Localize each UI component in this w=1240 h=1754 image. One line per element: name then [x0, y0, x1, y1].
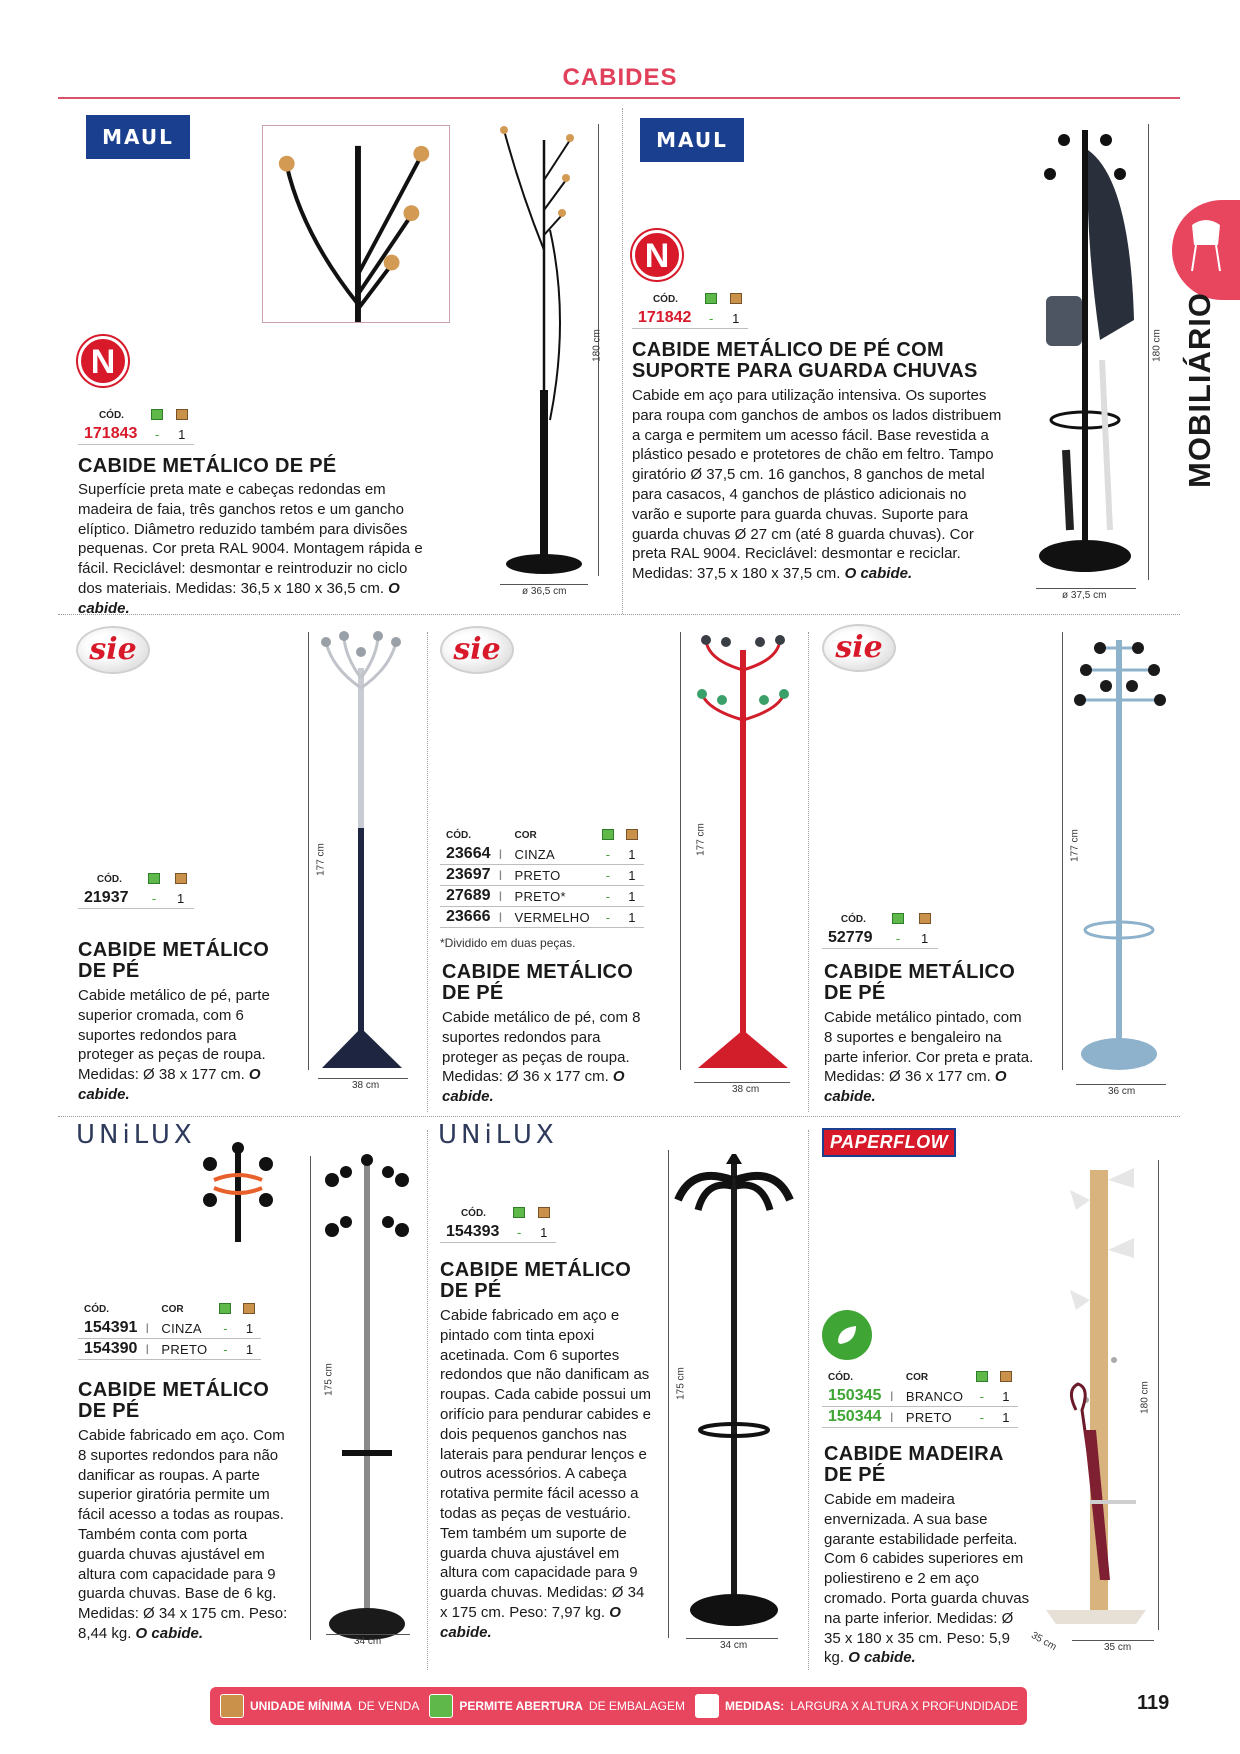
product-colour: PRETO [509, 865, 596, 886]
brand-logo-maul: MAUL [86, 115, 190, 159]
brand-logo-sie: sie [822, 624, 896, 672]
legend-bold: UNIDADE MÍNIMA [250, 1699, 352, 1713]
page-number: 119 [1137, 1692, 1170, 1714]
legend-text: DE EMBALAGEM [588, 1699, 685, 1713]
code-table [440, 1206, 556, 1243]
open-pack-icon [596, 828, 620, 844]
unit-qty: 1 [994, 1386, 1018, 1407]
legend-item-unit [220, 1694, 419, 1718]
coat-rack-detail-image [263, 126, 449, 322]
open-pack-icon [885, 912, 912, 928]
unit-qty: 1 [994, 1407, 1018, 1428]
product-title-line: DE PÉ [824, 1464, 886, 1486]
unit-box-icon [620, 828, 644, 844]
base-dimension: ø 36,5 cm [522, 586, 567, 597]
divider [808, 632, 809, 1112]
brand-logo-unilux: UNiLUX [76, 1120, 196, 1150]
description-text: Superfície preta mate e cabeças redondas em madeira de faia, três ganchos retos e um gancho elíptico. Diâmetro reduzido também para divisões pequenas. Cor preta RAL 9004. Montagem rápida e fácil. Reciclável: desmontar e reintroduzir no ciclo dos materiais. Medidas: 36,5 x 180 x 36,5 cm. [78, 481, 423, 597]
separator: I [888, 1386, 900, 1407]
description-text: Cabide metálico de pé, parte superior cromada, com 6 suportes redondos para proteger as peças de roupa. Medidas: Ø 38 x 177 cm. [78, 987, 270, 1084]
product-title-line: CABIDE METÁLICO [824, 961, 1016, 983]
unit-qty: 1 [620, 907, 644, 928]
table-row [78, 1318, 261, 1339]
product-title [78, 1380, 298, 1422]
coat-rack-image [312, 628, 412, 1076]
dimension-line [680, 632, 681, 1070]
open-pack-icon [699, 292, 724, 308]
section-label: MOBILIÁRIO [1182, 292, 1217, 488]
code-header: CÓD. [84, 1303, 109, 1315]
dimension-line [310, 1156, 311, 1640]
product-title-line: DE PÉ [442, 982, 504, 1004]
separator: I [143, 1318, 155, 1339]
product-title: CABIDE METÁLICO DE PÉ [78, 455, 337, 477]
base-depth-dimension: 35 cm [1029, 1629, 1059, 1654]
product-code: 171843 [78, 424, 145, 445]
open-qty: - [141, 888, 168, 909]
legend-item-open [429, 1694, 685, 1718]
separator: I [497, 886, 509, 907]
sale-unit: O cabide. [848, 1649, 916, 1667]
divider [808, 1130, 809, 1670]
open-pack-icon [970, 1370, 994, 1386]
table-row [632, 308, 748, 329]
sale-unit: O cabide. [78, 579, 400, 617]
product-code: 23666 [440, 907, 497, 928]
code-header: CÓD. [840, 913, 866, 925]
base-dimension: 36 cm [1108, 1086, 1136, 1097]
product-title [824, 962, 1044, 1004]
product-colour: CINZA [155, 1318, 213, 1339]
base-dimension: 38 cm [732, 1084, 760, 1095]
product-title-line: CABIDE METÁLICO [78, 1379, 270, 1401]
code-header: CÓD. [460, 1207, 486, 1219]
code-table [822, 1370, 1018, 1428]
code-header: CÓD. [98, 409, 124, 421]
product-code: 150344 [822, 1407, 888, 1428]
eco-leaf-icon [822, 1310, 872, 1360]
table-row [440, 865, 644, 886]
product-description [78, 986, 293, 1105]
height-dimension: 175 cm [323, 1363, 335, 1396]
product-title [440, 1260, 660, 1302]
code-header: CÓD. [96, 873, 122, 885]
brand-logo-maul: MAUL [640, 118, 744, 162]
dimension-line [318, 1078, 408, 1079]
colour-header: COR [905, 1371, 929, 1383]
code-header: CÓD. [652, 293, 678, 305]
new-badge: N [632, 230, 682, 280]
open-pack-icon [145, 408, 170, 424]
unit-qty: 1 [167, 888, 194, 909]
legend-text: LARGURA X ALTURA X PROFUNDIDADE [790, 1699, 1019, 1713]
product-title-line: DE PÉ [78, 960, 140, 982]
product-code: 154390 [78, 1339, 143, 1360]
code-table [632, 292, 748, 329]
divider [427, 632, 428, 1112]
product-description [442, 1008, 642, 1107]
dimension-line [1072, 1640, 1154, 1641]
product-description [440, 1306, 652, 1643]
open-pack-icon [507, 1206, 532, 1222]
product-title [824, 1444, 1044, 1486]
product-description [78, 480, 423, 619]
colour-header: COR [514, 829, 537, 841]
product-code: 23664 [440, 844, 497, 865]
chair-icon [1186, 215, 1226, 275]
dimension-line [326, 1634, 410, 1635]
table-row [822, 1407, 1018, 1428]
title-rule [58, 97, 1180, 99]
product-code: 171842 [632, 308, 699, 329]
product-code: 154393 [440, 1222, 507, 1243]
sale-unit: O cabide. [824, 1068, 1007, 1106]
coat-rack-image [1030, 120, 1140, 580]
height-dimension: 177 cm [1069, 829, 1081, 862]
product-title [78, 940, 298, 982]
legend-text: DE VENDA [358, 1699, 420, 1713]
table-row [440, 886, 644, 907]
table-row [822, 928, 938, 949]
open-qty: - [213, 1339, 237, 1360]
product-title-line: DE PÉ [440, 1280, 502, 1302]
unit-box-icon [911, 912, 938, 928]
product-title-line: DE PÉ [78, 1400, 140, 1422]
measure-icon [695, 1694, 719, 1718]
product-description [824, 1490, 1034, 1668]
legend-bold: PERMITE ABERTURA [459, 1699, 583, 1713]
table-row [440, 1222, 556, 1243]
table-row [440, 907, 644, 928]
unit-qty: 1 [723, 308, 748, 329]
base-dimension: 38 cm [352, 1080, 380, 1091]
code-header: CÓD. [828, 1371, 853, 1383]
unit-qty: 1 [237, 1318, 261, 1339]
description-text: Cabide em madeira envernizada. A sua base garante estabilidade perfeita. Com 6 cabides superiores em poliestireno e 2 em aço cromado. Porta guarda chuvas na parte inferior. Medidas: Ø 35 x 180 x 35 cm. Peso: 5,9 kg. [824, 1491, 1030, 1667]
dimension-line [500, 584, 588, 585]
box-icon [220, 1694, 244, 1718]
unit-box-icon [994, 1370, 1018, 1386]
code-table [440, 828, 644, 928]
product-code: 52779 [822, 928, 885, 949]
product-code: 150345 [822, 1386, 888, 1407]
open-qty: - [145, 424, 170, 445]
sale-unit: O cabide. [440, 1603, 621, 1641]
open-qty: - [596, 907, 620, 928]
dimension-line [308, 632, 309, 1070]
height-dimension: 175 cm [675, 1367, 687, 1400]
unit-qty: 1 [620, 886, 644, 907]
dimension-line [694, 1082, 790, 1083]
unit-qty: 1 [531, 1222, 556, 1243]
separator: I [497, 865, 509, 886]
product-code: 27689 [440, 886, 497, 907]
product-code: 154391 [78, 1318, 143, 1339]
description-text: Cabide metálico de pé, com 8 suportes redondos para proteger as peças de roupa. Medidas: Ø 36 x 177 cm. [442, 1009, 641, 1086]
coat-rack-image [672, 1140, 796, 1640]
product-title-line: CABIDE METÁLICO [78, 939, 270, 961]
unit-qty: 1 [620, 865, 644, 886]
unit-qty: 1 [620, 844, 644, 865]
legend-bold: MEDIDAS: [724, 1699, 785, 1713]
description-text: Cabide em aço para utilização intensiva. Os suportes para roupa com ganchos de ambos os lados distribuem a carga e permitem um acesso fácil. Base revestida a plástico pesado e protetores de chão em feltro. Tampo giratório Ø 37,5 cm. 16 ganchos, 8 ganchos de metal para casacos, 4 ganchos de plástico adicionais no varão e suporte para guarda chuvas. Suporte para guarda chuvas Ø 27 cm (até 8 guarda chuvas). Cor preta RAL 9004. Reciclável: desmontar e reciclar. Medidas: 37,5 x 180 x 37,5 cm. [632, 387, 1002, 583]
sale-unit: O cabide. [442, 1068, 625, 1106]
separator: I [497, 844, 509, 865]
unit-box-icon [237, 1302, 261, 1318]
height-dimension: 180 cm [1139, 1381, 1151, 1414]
product-title-line: DE PÉ [824, 982, 886, 1004]
open-box-icon [429, 1694, 453, 1718]
open-pack-icon [141, 872, 168, 888]
product-colour: PRETO [155, 1339, 213, 1360]
legend-bar [210, 1687, 1027, 1725]
product-colour: PRETO [900, 1407, 970, 1428]
new-badge: N [78, 336, 128, 386]
height-dimension: 177 cm [315, 843, 327, 876]
product-code: 21937 [78, 888, 141, 909]
coat-rack-image [490, 120, 580, 580]
leaf-icon [832, 1320, 862, 1350]
product-title [442, 962, 662, 1004]
sale-unit: O cabide. [135, 1624, 204, 1642]
product-description [78, 1426, 290, 1644]
separator: I [888, 1407, 900, 1428]
page-title: CABIDES [562, 64, 678, 91]
code-table [78, 1302, 261, 1360]
product-code: 23697 [440, 865, 497, 886]
base-width-dimension: 35 cm [1104, 1642, 1132, 1653]
description-text: Cabide metálico pintado, com 8 suportes e bengaleiro na parte inferior. Cor preta e prata. Medidas: Ø 36 x 177 cm. [824, 1009, 1034, 1086]
sale-unit: O cabide. [844, 565, 913, 583]
table-row [822, 1386, 1018, 1407]
open-qty: - [970, 1386, 994, 1407]
dimension-line [686, 1638, 778, 1639]
unit-box-icon [723, 292, 748, 308]
unit-qty: 1 [911, 928, 938, 949]
table-row [440, 844, 644, 865]
table-row [78, 424, 194, 445]
colour-header: COR [161, 1303, 184, 1315]
open-qty: - [699, 308, 724, 329]
product-description [824, 1008, 1034, 1107]
product-title-line: SUPORTE PARA GUARDA CHUVAS [632, 360, 978, 382]
code-table [78, 408, 194, 445]
dimension-line [1062, 632, 1063, 1070]
product-title-line: CABIDE METÁLICO [442, 961, 634, 983]
base-dimension: ø 37,5 cm [1062, 590, 1107, 601]
dimension-line [1158, 1160, 1159, 1630]
dimension-line [668, 1150, 669, 1638]
base-dimension: 34 cm [720, 1640, 748, 1651]
unit-qty: 1 [169, 424, 194, 445]
dimension-line [1148, 124, 1149, 580]
legend-item-measures [695, 1694, 1018, 1718]
brand-logo-unilux: UNiLUX [438, 1120, 558, 1150]
product-title-line: CABIDE MADEIRA [824, 1443, 1004, 1465]
code-table [822, 912, 938, 949]
brand-logo-paperflow: PAPERFLOW [822, 1128, 956, 1157]
table-row [78, 888, 194, 909]
product-photo-detail [262, 125, 450, 323]
unit-box-icon [169, 408, 194, 424]
product-colour: BRANCO [900, 1386, 970, 1407]
unit-qty: 1 [237, 1339, 261, 1360]
brand-logo-sie: sie [76, 626, 150, 674]
open-qty: - [507, 1222, 532, 1243]
code-header: CÓD. [446, 829, 471, 841]
product-colour: CINZA [509, 844, 596, 865]
product-title [632, 340, 992, 382]
divider [58, 1116, 1180, 1117]
footnote: *Dividido em duas peças. [440, 936, 576, 950]
rotating-head-icon [200, 1142, 276, 1246]
coat-rack-image [1070, 630, 1170, 1080]
code-table [78, 872, 194, 909]
height-dimension: 180 cm [1151, 329, 1163, 362]
coat-rack-image [1036, 1160, 1156, 1640]
brand-logo-sie: sie [440, 626, 514, 674]
product-title-line: CABIDE METÁLICO DE PÉ COM [632, 339, 944, 361]
open-qty: - [213, 1318, 237, 1339]
height-dimension: 180 cm [591, 329, 603, 362]
base-dimension: 34 cm [354, 1636, 382, 1647]
open-pack-icon [213, 1302, 237, 1318]
coat-rack-image [322, 1150, 412, 1644]
description-text: Cabide fabricado em aço e pintado com tinta epoxi acetinada. Com 6 suportes redondos que não danificam as roupas. Cada cabide possui um orifício para pendurar cabides e dois pequenos ganchos nas laterais para pendurar lenços e outros acessórios. A cabeça rotativa permite fácil acesso a todas as peças de vestuário. Tem também um suporte de guarda chuva ajustável em altura com capacidade para 9 guarda chuvas. Medidas: Ø 34 x 175 cm. Peso: 7,97 kg. [440, 1307, 651, 1621]
separator: I [497, 907, 509, 928]
dimension-line [1036, 588, 1136, 589]
open-qty: - [596, 844, 620, 865]
description-text: Cabide fabricado em aço. Com 8 suportes redondos para não danificar as roupas. A parte superior giratória permite um fácil acesso a todas as roupas. Também conta com porta guarda chuvas ajustável em altura com capacidade para 9 guarda chuvas. Base de 6 kg. Medidas: Ø 34 x 175 cm. Peso: 8,44 kg. [78, 1427, 288, 1642]
open-qty: - [970, 1407, 994, 1428]
open-qty: - [885, 928, 912, 949]
divider [622, 108, 623, 614]
unit-box-icon [531, 1206, 556, 1222]
unit-box-icon [167, 872, 194, 888]
divider [427, 1130, 428, 1670]
product-title-line: CABIDE METÁLICO [440, 1259, 632, 1281]
separator: I [143, 1339, 155, 1360]
open-qty: - [596, 886, 620, 907]
product-description [632, 386, 1002, 584]
sale-unit: O cabide. [78, 1066, 261, 1103]
dimension-line [1076, 1084, 1166, 1085]
open-qty: - [596, 865, 620, 886]
table-row [78, 1339, 261, 1360]
height-dimension: 177 cm [695, 823, 707, 856]
product-colour: PRETO* [509, 886, 596, 907]
product-colour: VERMELHO [509, 907, 596, 928]
